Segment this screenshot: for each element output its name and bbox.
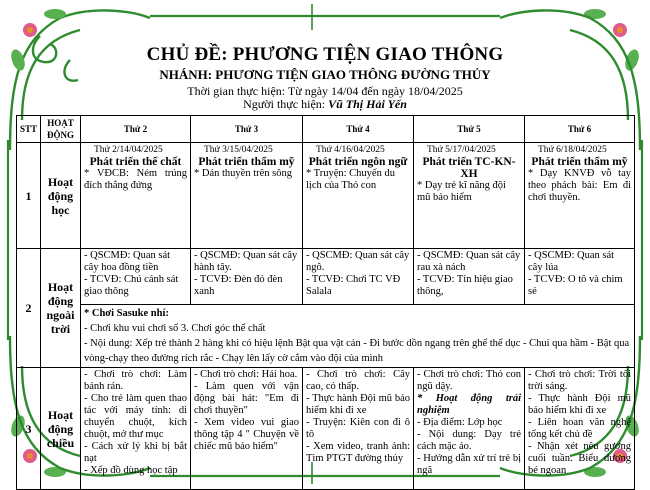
weekly-plan-table [16, 115, 635, 490]
cell-line: - Thực hành Đội mũ bảo hiểm khi đi xe [528, 393, 631, 416]
plan-cell [525, 249, 635, 305]
table-row [17, 368, 635, 490]
cell-line: - QSCMĐ: Quan sát cây rau xà nách [417, 250, 521, 273]
plan-cell [303, 143, 414, 249]
cell-line: - Chơi trò chơi: Làm bánh rán. [84, 369, 187, 392]
extra-line: - Nội dung: Xếp trẻ thành 2 hàng khi có hiệu lệnh Bật qua vật cản - Đi bước dồn ngang trên ghế thể dục - Chui qua hầm - Bật qua vòng-chạy theo đường rích rắc - Chạy lên lấy cờ cắm vào đội của mình [84, 338, 630, 364]
plan-cell [81, 368, 191, 490]
teacher-label: Người thực hiện: [243, 97, 329, 111]
cell-line: - Hướng dẫn xử trí trẻ bị ngã [417, 453, 521, 476]
row-number: 1 [17, 143, 41, 249]
cell-line: - Liên hoan văn nghệ tổng kết chủ đề [528, 417, 631, 440]
plan-cell [191, 368, 303, 490]
cell-line: - QSCMĐ: Quan sát cây ngô. [306, 250, 410, 273]
cell-content: * Truyện: Chuyến du lịch của Thỏ con [306, 168, 395, 191]
cell-date: Thứ 5/17/04/2025 [427, 145, 496, 155]
teacher-line [0, 97, 650, 112]
plan-cell [191, 249, 303, 305]
table-row [17, 143, 635, 249]
cell-content: * Dạy trẻ kĩ năng đội mũ bảo hiểm [417, 180, 506, 203]
plan-cell [303, 249, 414, 305]
plan-cell [525, 368, 635, 490]
cell-content: * Dạy KNVĐ vỗ tay theo phách bài: Em đi chơi thuyền. [528, 168, 631, 203]
col-header-activity: HOẠT ĐỘNG [41, 116, 81, 143]
cell-line: - Cho trẻ làm quen thao tác với máy tính: di chuyển chuột, kích chuột, mở thư mục [84, 393, 187, 440]
teacher-name: Vũ Thị Hải Yến [328, 97, 407, 111]
col-header-mon: Thứ 2 [81, 116, 191, 143]
plan-cell [525, 143, 635, 249]
col-header-fri: Thứ 6 [525, 116, 635, 143]
cell-subject: Phát triển thẩm mỹ [198, 156, 295, 168]
cell-line: - TCVĐ: Tín hiệu giao thông, [417, 274, 513, 297]
activity-name: Hoạt động ngoài trời [41, 249, 81, 368]
page-title: CHỦ ĐỀ: PHƯƠNG TIỆN GIAO THÔNG [146, 44, 504, 65]
table-header-row [17, 116, 635, 143]
cell-line: - Chơi trò chơi: Hái hoa. [194, 369, 298, 380]
col-header-stt: STT [17, 116, 41, 143]
table-row [17, 305, 635, 368]
outdoor-extra-cell [81, 305, 635, 368]
cell-line: - TCVĐ: Chú cánh sát giao thông [84, 274, 179, 297]
cell-date: Thứ 2/14/04/2025 [94, 145, 163, 155]
row-number: 2 [17, 249, 41, 368]
plan-cell [191, 143, 303, 249]
cell-line: - Xếp đồ dùng học tập [84, 465, 178, 476]
row-number: 3 [17, 368, 41, 490]
cell-line: - Nội dung: Dạy trẻ cách mặc áo. [417, 429, 521, 452]
cell-line: - Cách xử lý khi bị bắt nạt [84, 441, 187, 464]
cell-line: - Nhận xét nêu gương cuối tuần. Biểu dương bé ngoan [528, 441, 631, 476]
cell-line: - Thực hành Đội mũ bảo hiểm khi đi xe [306, 393, 410, 416]
cell-line: - Địa điểm: Lớp học [417, 417, 503, 428]
plan-cell [414, 249, 525, 305]
extra-line: - Chơi khu vui chơi số 3. Chơi góc thể chất [84, 323, 266, 334]
cell-content: * VĐCB: Ném trúng đích thẳng đứng [84, 168, 187, 191]
plan-cell [303, 368, 414, 490]
cell-line: - Chơi trò chơi: Cây cao, cỏ thấp. [306, 369, 410, 392]
cell-line: - TCVĐ: Chơi TC VĐ Salala [306, 274, 401, 297]
cell-subject: Phát triển ngôn ngữ [308, 156, 408, 168]
period-line: Thời gian thực hiện: Từ ngày 14/04 đến ngày 18/04/2025 [187, 84, 463, 98]
cell-line: - TCVĐ: Đèn đỏ đèn xanh [194, 274, 283, 297]
plan-cell [414, 143, 525, 249]
cell-subject: Phát triển thẩm mỹ [531, 156, 628, 168]
cell-line: - Truyện: Kiên con đi ô tô [306, 417, 410, 440]
activity-name: Hoạt động chiều [41, 368, 81, 490]
cell-date: Thứ 6/18/04/2025 [538, 145, 607, 155]
table-row [17, 249, 635, 305]
col-header-wed: Thứ 4 [303, 116, 414, 143]
cell-line: - QSCMĐ: Quan sát cây hoa đồng tiền [84, 250, 171, 273]
cell-line: - TCVĐ: O tô và chim sẻ [528, 274, 623, 297]
activity-name: Hoạt động học [41, 143, 81, 249]
col-header-thu: Thứ 5 [414, 116, 525, 143]
cell-line: - QSCMĐ: Quan sát cây hành tây. [194, 250, 298, 273]
extra-title: * Chơi Sasuke nhí: [84, 308, 169, 319]
cell-highlight: * Hoạt động trải nghiệm [417, 393, 521, 416]
cell-line: - QSCMĐ: Quan sát cây lúa [528, 250, 615, 273]
cell-line: - Xem video, tranh ảnh: Tìm PTGT đường thủy [306, 441, 410, 464]
plan-cell [414, 368, 525, 490]
branch-subtitle: NHÁNH: PHƯƠNG TIỆN GIAO THÔNG ĐƯỜNG THỦY [159, 67, 491, 82]
cell-date: Thứ 3/15/04/2025 [204, 145, 273, 155]
cell-line: - Làm quen với vận động bài hát: "Em đi chơi thuyền" [194, 381, 299, 416]
cell-line: - Chơi trò chơi: Thỏ con ngũ dậy. [417, 369, 521, 392]
cell-line: - Xem video vui giao thông tập 4 " Chuyện về chiếc mũ bảo hiểm" [194, 417, 299, 452]
cell-subject: Phát triển TC-KN-XH [422, 156, 516, 180]
plan-cell [81, 249, 191, 305]
plan-cell [81, 143, 191, 249]
col-header-tue: Thứ 3 [191, 116, 303, 143]
cell-line: - Chơi trò chơi: Trời tối trời sáng. [528, 369, 631, 392]
cell-content: * Dán thuyền trên sông [194, 168, 292, 179]
cell-date: Thứ 4/16/04/2025 [316, 145, 385, 155]
cell-subject: Phát triển thể chất [89, 156, 182, 168]
